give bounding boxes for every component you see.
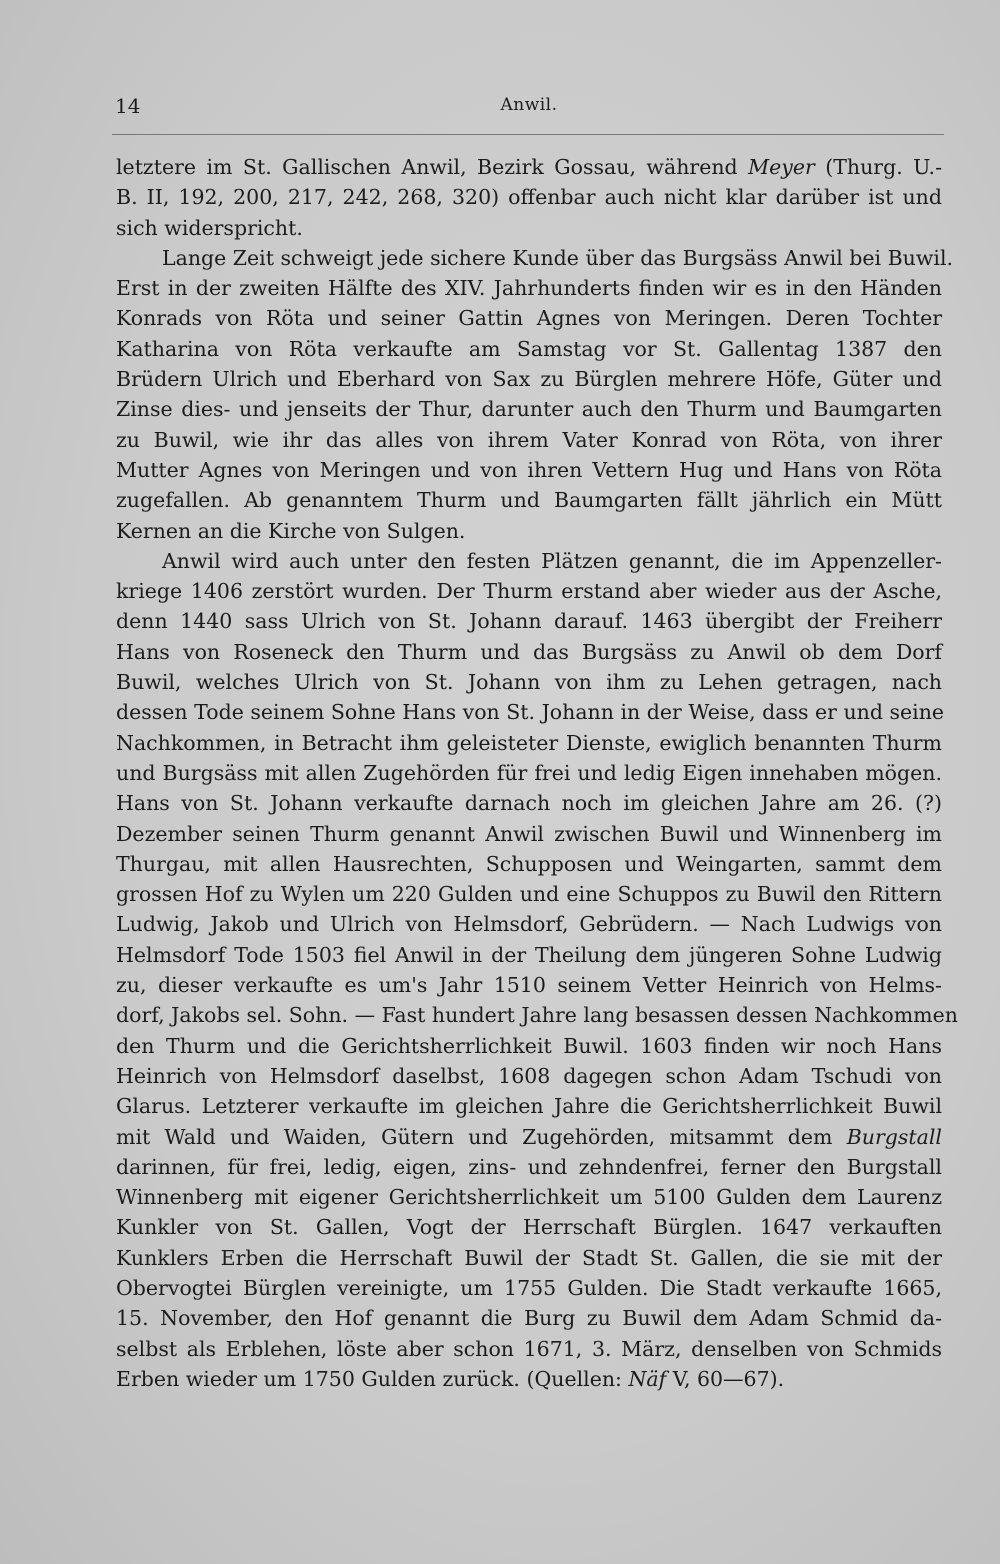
text-line: [116, 303, 942, 333]
text-run: Obervogtei Bürglen vereinigte, um 1755 Gulden. Die Stadt verkaufte 1665,: [116, 1275, 942, 1300]
text-line: [116, 1334, 942, 1364]
text-run: Thurgau, mit allen Hausrechten, Schupposen und Weingarten, sammt dem: [116, 851, 942, 876]
text-run: und Burgsäss mit allen Zugehörden für frei und ledig Eigen innehaben mögen.: [116, 760, 942, 785]
text-run: zugefallen. Ab genanntem Thurm und Baumgarten fällt jährlich ein Mütt: [116, 488, 942, 513]
running-head: [115, 94, 943, 124]
text-run: Konrads von Röta und seiner Gattin Agnes von Meringen. Deren Tochter: [116, 306, 942, 331]
text-run: kriege 1406 zerstört wurden. Der Thurm erstand aber wieder aus der Asche,: [116, 579, 942, 604]
text-run: Kernen an die Kirche von Sulgen.: [116, 518, 466, 543]
paragraph-2: [116, 243, 954, 546]
text-line: [116, 1273, 942, 1303]
paragraph-3: [116, 546, 958, 1394]
text-run: mit Wald und Waiden, Gütern und Zugehörden, mitsammt dem: [116, 1124, 847, 1149]
text-run: Glarus. Letzterer verkaufte im gleichen Jahre die Gerichtsherrlichkeit Buwil: [116, 1094, 942, 1119]
text-run: Zinse dies- und jenseits der Thur, darunter auch den Thurm und Baumgarten: [116, 397, 942, 422]
text-run: grossen Hof zu Wylen um 220 Gulden und eine Schuppos zu Buwil den Rittern: [116, 882, 942, 907]
text-run: den Thurm und die Gerichtsherrlichkeit Buwil. 1603 finden wir noch Hans: [116, 1033, 942, 1058]
text-run: Dezember seinen Thurm genannt Anwil zwischen Buwil und Winnenberg im: [116, 821, 942, 846]
text-run: denn 1440 sass Ulrich von St. Johann darauf. 1463 übergibt der Freiherr: [116, 609, 942, 634]
text-run: Nachkommen, in Betracht ihm geleisteter Dienste, ewiglich benannten Thurm: [116, 730, 942, 755]
text-line: [116, 1364, 942, 1394]
text-run: Erben wieder um 1750 Gulden zurück. (Quellen:: [116, 1366, 629, 1391]
italic-citation: Burgstall: [846, 1124, 942, 1149]
text-run: letztere im St. Gallischen Anwil, Bezirk Gossau, während: [116, 155, 749, 179]
paragraph-1: [116, 152, 942, 243]
text-run: Helmsdorf Tode 1503 fiel Anwil in der Theilung dem jüngeren Sohne Ludwig: [116, 942, 942, 967]
text-line: [116, 182, 942, 212]
page-number: 14: [115, 94, 141, 118]
text-run: Hans von St. Johann verkaufte darnach noch im gleichen Jahre am 26. (?): [116, 791, 942, 816]
text-line: [116, 1182, 942, 1212]
body-text: [116, 152, 958, 1394]
text-run: B. II, 192, 200, 217, 242, 268, 320) offenbar auch nicht klar darüber ist und: [116, 185, 942, 210]
text-line: [116, 273, 942, 303]
text-line: [116, 364, 942, 394]
text-run: Kunklers Erben die Herrschaft Buwil der Stadt St. Gallen, die sie mit der: [116, 1245, 942, 1270]
text-line: [116, 1243, 942, 1273]
text-run: Lange Zeit schweigt jede sichere Kunde über das Burgsäss Anwil bei Buwil.: [162, 245, 954, 270]
text-line: [116, 758, 942, 788]
text-line: [116, 455, 942, 485]
text-run: Katharina von Röta verkaufte am Samstag vor St. Gallentag 1387 den: [116, 336, 942, 361]
text-run: Kunkler von St. Gallen, Vogt der Herrschaft Bürglen. 1647 verkauften: [116, 1215, 942, 1240]
text-line: [116, 940, 942, 970]
text-line: [116, 485, 942, 515]
text-run: sich widerspricht.: [116, 215, 303, 240]
text-line: [116, 1303, 942, 1333]
italic-citation: Meyer: [748, 155, 815, 179]
text-run: Brüdern Ulrich und Eberhard von Sax zu Bürglen mehrere Höfe, Güter und: [116, 367, 942, 392]
text-line: [116, 879, 942, 909]
text-line: [116, 152, 942, 182]
text-line: [116, 1061, 942, 1091]
text-run: selbst als Erblehen, löste aber schon 1671, 3. März, denselben von Schmids: [116, 1336, 942, 1361]
text-run: Winnenberg mit eigener Gerichtsherrlichkeit um 5100 Gulden dem Laurenz: [116, 1185, 942, 1210]
text-run: Anwil wird auch unter den festen Plätzen genannt, die im Appenzeller-: [162, 548, 942, 573]
text-line: [116, 849, 942, 879]
text-line: [116, 788, 942, 818]
text-line: [116, 576, 942, 606]
text-line: [116, 425, 942, 455]
text-run: zu Buwil, wie ihr das alles von ihrem Vater Konrad von Röta, von ihrer: [116, 427, 942, 452]
text-line: [116, 516, 942, 546]
text-line: [116, 1122, 942, 1152]
running-title: Anwil.: [500, 95, 558, 115]
text-run: Heinrich von Helmsdorf daselbst, 1608 dagegen schon Adam Tschudi von: [116, 1063, 942, 1088]
text-run: V, 60—67).: [666, 1366, 785, 1391]
text-line: [116, 213, 942, 243]
text-run: Hans von Roseneck den Thurm und das Burgsäss zu Anwil ob dem Dorf: [116, 639, 942, 664]
text-line: [116, 667, 942, 697]
text-line: [116, 697, 945, 727]
text-run: 15. November, den Hof genannt die Burg zu Buwil dem Adam Schmid da-: [116, 1306, 942, 1331]
text-run: dorf, Jakobs sel. Sohn. — Fast hundert Jahre lang besassen dessen Nachkommen: [116, 1003, 958, 1028]
text-line: [116, 546, 942, 576]
text-line: [116, 1031, 942, 1061]
text-run: Ludwig, Jakob und Ulrich von Helmsdorf, Gebrüdern. — Nach Ludwigs von: [116, 912, 942, 937]
text-line: [116, 728, 942, 758]
text-line: [116, 1212, 942, 1242]
text-run: dessen Tode seinem Sohne Hans von St. Johann in der Weise, dass er und seine: [116, 700, 945, 725]
text-run: darinnen, für frei, ledig, eigen, zins- und zehndenfrei, ferner den Burgstall: [116, 1154, 942, 1179]
text-line: [116, 909, 942, 939]
text-line: [116, 1152, 942, 1182]
text-line: [116, 970, 942, 1000]
text-line: [116, 637, 942, 667]
text-line: [116, 606, 942, 636]
text-run: (Thurg. U.-: [814, 155, 942, 179]
text-run: Erst in der zweiten Hälfte des XIV. Jahrhunderts finden wir es in den Händen: [116, 276, 942, 301]
text-run: Buwil, welches Ulrich von St. Johann von ihm zu Lehen getragen, nach: [116, 670, 942, 695]
text-line: [116, 1091, 942, 1121]
text-run: zu, dieser verkaufte es um's Jahr 1510 seinem Vetter Heinrich von Helms-: [116, 973, 942, 998]
header-rule: [112, 134, 944, 135]
text-line: [116, 243, 954, 273]
text-line: [116, 1000, 958, 1030]
text-line: [116, 394, 942, 424]
text-run: Mutter Agnes von Meringen und von ihren Vettern Hug und Hans von Röta: [116, 457, 942, 482]
text-line: [116, 819, 942, 849]
text-line: [116, 334, 942, 364]
italic-citation: Näf: [628, 1366, 667, 1391]
